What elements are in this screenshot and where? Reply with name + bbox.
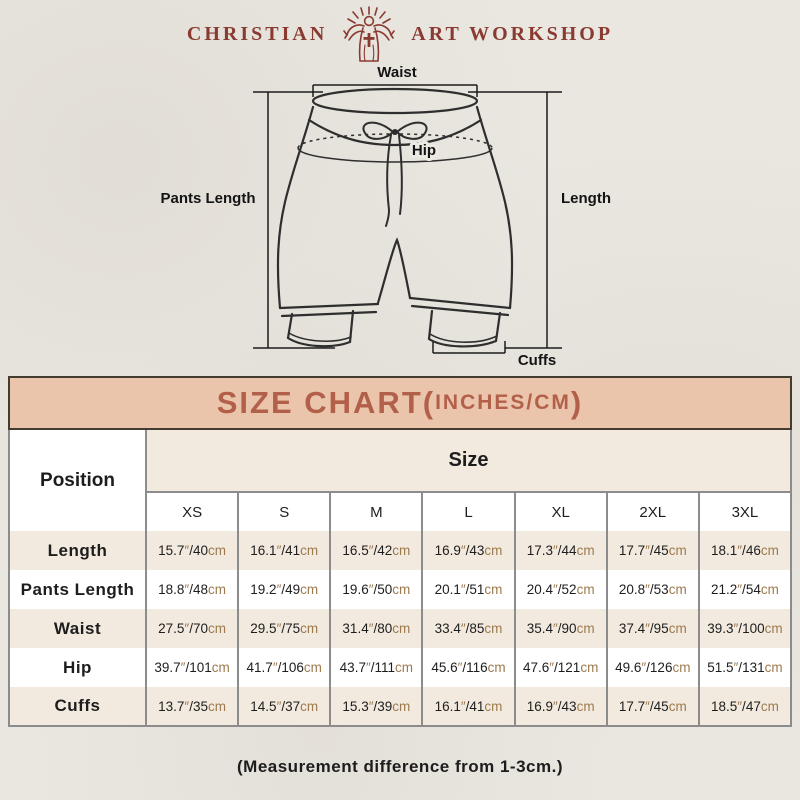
paren-close: ) — [570, 385, 584, 420]
table-row — [9, 570, 791, 609]
hip-guide-line — [298, 134, 492, 162]
measurement-cell: 17.7″/45cm — [607, 687, 699, 726]
size-label: M — [330, 492, 422, 531]
brand-name-right: ART WORKSHOP — [411, 22, 614, 45]
jesus-cross-icon — [337, 5, 401, 63]
measurement-note: (Measurement difference from 1-3cm.) — [237, 757, 563, 776]
row-label: Waist — [9, 609, 146, 648]
measurement-cell: 17.7″/45cm — [607, 531, 699, 570]
measurement-cell: 18.8″/48cm — [146, 570, 238, 609]
size-label: L — [422, 492, 514, 531]
measurement-cell: 18.5″/47cm — [699, 687, 791, 726]
brand-name-left: CHRISTIAN — [186, 22, 328, 45]
size-chart-section — [8, 376, 792, 727]
position-header: Position — [9, 430, 146, 531]
measurement-cell: 41.7″/106cm — [238, 648, 330, 687]
shorts-outline — [278, 89, 512, 346]
table-row — [9, 609, 791, 648]
measurement-cell: 37.4″/95cm — [607, 609, 699, 648]
measurement-cell: 20.8″/53cm — [607, 570, 699, 609]
size-header: Size — [146, 430, 791, 492]
measurement-cell: 15.3″/39cm — [330, 687, 422, 726]
table-row — [9, 531, 791, 570]
measurements-body — [9, 531, 791, 726]
measurement-cell: 29.5″/75cm — [238, 609, 330, 648]
paren-open: ( — [422, 385, 436, 420]
measurement-cell: 49.6″/126cm — [607, 648, 699, 687]
measurement-cell: 16.9″/43cm — [515, 687, 607, 726]
measurement-cell: 27.5″/70cm — [146, 609, 238, 648]
diagram-label-waist: Waist — [377, 64, 417, 81]
table-header-row — [9, 430, 791, 492]
brand-header — [0, 0, 800, 62]
measurement-cell: 19.2″/49cm — [238, 570, 330, 609]
measurement-cell: 31.4″/80cm — [330, 609, 422, 648]
measurement-cell: 35.4″/90cm — [515, 609, 607, 648]
measurement-cell: 20.1″/51cm — [422, 570, 514, 609]
diagram-label-pants-length: Pants Length — [160, 190, 256, 207]
size-label: S — [238, 492, 330, 531]
measurement-cell: 16.9″/43cm — [422, 531, 514, 570]
drawstring — [363, 123, 426, 226]
measurement-cell: 17.3″/44cm — [515, 531, 607, 570]
size-chart-title-text: SIZE CHART — [216, 385, 423, 420]
row-label: Hip — [9, 648, 146, 687]
row-label: Pants Length — [9, 570, 146, 609]
shorts-measurement-diagram — [120, 62, 760, 374]
size-chart-table — [8, 430, 792, 727]
measurement-cell: 33.4″/85cm — [422, 609, 514, 648]
size-chart-title — [8, 376, 792, 430]
row-label: Cuffs — [9, 687, 146, 726]
size-label: 3XL — [699, 492, 791, 531]
table-row — [9, 687, 791, 726]
size-chart-units: INCHES/CM — [435, 391, 571, 414]
size-label: XS — [146, 492, 238, 531]
size-label: 2XL — [607, 492, 699, 531]
diagram-label-cuffs: Cuffs — [517, 352, 557, 369]
measurement-cell: 16.1″/41cm — [238, 531, 330, 570]
measurement-cell: 20.4″/52cm — [515, 570, 607, 609]
measurement-cell: 51.5″/131cm — [699, 648, 791, 687]
measurement-cell: 16.1″/41cm — [422, 687, 514, 726]
measurement-cell: 45.6″/116cm — [422, 648, 514, 687]
size-label: XL — [515, 492, 607, 531]
row-label: Length — [9, 531, 146, 570]
measurement-cell: 15.7″/40cm — [146, 531, 238, 570]
measurement-cell: 16.5″/42cm — [330, 531, 422, 570]
measurement-cell: 13.7″/35cm — [146, 687, 238, 726]
measurement-cell: 18.1″/46cm — [699, 531, 791, 570]
diagram-label-hip: Hip — [411, 142, 437, 159]
measurement-cell: 39.3″/100cm — [699, 609, 791, 648]
table-row — [9, 648, 791, 687]
diagram-label-length: Length — [561, 190, 611, 207]
measurement-cell: 47.6″/121cm — [515, 648, 607, 687]
measurement-cell: 39.7″/101cm — [146, 648, 238, 687]
measurement-cell: 43.7″/111cm — [330, 648, 422, 687]
measurement-cell: 19.6″/50cm — [330, 570, 422, 609]
measurement-cell: 14.5″/37cm — [238, 687, 330, 726]
measurement-cell: 21.2″/54cm — [699, 570, 791, 609]
